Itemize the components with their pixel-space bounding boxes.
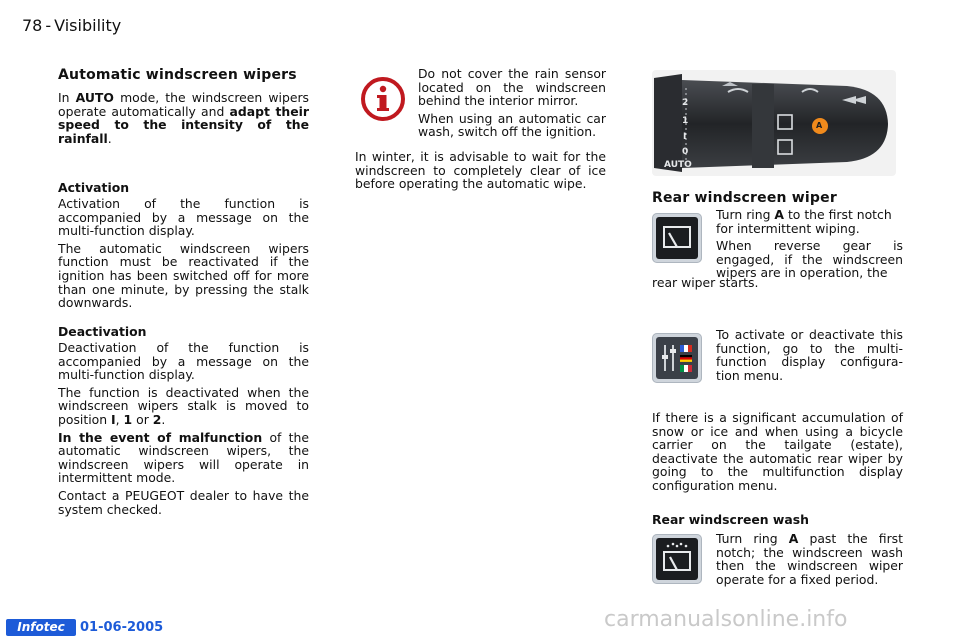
rear-wiper-cont (652, 276, 903, 294)
text: The function is deactivated when the windscreen wipers stalk is moved to position (58, 384, 309, 427)
watermark: carmanualsonline.info (604, 607, 848, 632)
bold: A (788, 531, 799, 546)
rear-wiper-p2-cont: rear wiper starts. (652, 275, 759, 290)
rear-wiper-p3: To activate or deactivate this function, go to the multi-function display configura-tion menu. (716, 327, 903, 383)
rear-wash-p1 (716, 532, 903, 586)
text: Turn ring (716, 531, 789, 546)
ring-a-label: A (816, 121, 823, 130)
intro-text: mode, the windscreen wipers operate automatically and (58, 90, 309, 119)
activation-title: Activation (58, 180, 130, 195)
rear-wiper-text (716, 208, 903, 284)
rear-wiper-section (652, 189, 903, 207)
intro-bold: adapt their speed to the intensity of the rainfall (58, 103, 309, 146)
stalk-auto-label: AUTO (664, 160, 692, 170)
bold: 1 (123, 411, 133, 427)
bold: I (111, 411, 116, 427)
rear-wiper-p2: When reverse gear is engaged, if the windscreen wipers are in operation, the (716, 238, 903, 281)
settings-menu-icon (652, 333, 702, 383)
deactivation-p4: Contact a PEUGEOT dealer to have the system checked. (58, 487, 309, 517)
text: past the first notch; the windscreen wash then the windscreen wiper operate for a fixed period. (716, 531, 903, 587)
activation-p1: Activation of the function is accompanied by a message on the multi-function display. (58, 196, 309, 239)
deactivation-section (58, 324, 309, 520)
deactivation-title: Deactivation (58, 324, 147, 339)
footer-date: 01-06-2005 (80, 620, 164, 635)
rear-wiper-p4: If there is a significant accumulation of snow or ice and when using a bicycle carrier on the tailgate (estate), deactivate the automatic rear wiper by going to the multifunction display configuration menu. (652, 410, 903, 493)
intro-auto-bold: AUTO (75, 90, 114, 105)
page-number: 78 (22, 16, 43, 35)
text: or (132, 411, 153, 427)
rear-wash-text (716, 532, 903, 590)
snow-text (652, 411, 903, 497)
info-p2: When using an automatic car wash, switch off the ignition. (418, 110, 606, 140)
page-title: Visibility (54, 16, 122, 35)
config-text (716, 328, 903, 386)
rear-wiper-p1 (716, 208, 903, 235)
stalk-position-2: 2 (682, 98, 689, 108)
info-p1: Do not cover the rain sensor located on the windscreen behind the interior mirror. (418, 66, 606, 109)
rear-wash-title: Rear windscreen wash (652, 512, 809, 527)
text: . (161, 411, 166, 427)
text: , (115, 411, 124, 427)
auto-wipers-title: Automatic windscreen wipers (58, 67, 297, 83)
deactivation-p1: Deactivation of the function is accompanied by a message on the multi-function display. (58, 340, 309, 383)
rear-wash-section (652, 512, 903, 527)
text: of the automatic windscreen wipers, the windscreen wipers will operate in intermittent mode. (58, 429, 309, 486)
rear-wiper-icon (652, 213, 702, 263)
info-note-bottom (355, 150, 606, 195)
auto-wipers-intro (58, 91, 309, 145)
auto-wipers-section (58, 66, 309, 149)
rear-wash-icon (652, 534, 702, 584)
activation-section (58, 180, 309, 314)
info-p3: In winter, it is advisable to wait for the windscreen to completely clear of ice before operating the automatic wipe. (355, 149, 606, 192)
activation-p2: The automatic windscreen wipers function must be reactivated if the ignition has been switched off for more than one minute, by pressing the stalk downwards. (58, 240, 309, 311)
stalk-position-1: 1 (682, 116, 689, 126)
infotec-logo: Infotec (6, 619, 76, 636)
text: to the first notch for intermittent wiping. (716, 207, 892, 236)
text: Turn ring (716, 207, 775, 222)
deactivation-p3 (58, 431, 309, 485)
header-separator: - (45, 16, 52, 35)
intro-text: . (107, 130, 112, 146)
wiper-stalk-illustration (652, 70, 896, 176)
stalk-position-0: 0 (682, 147, 689, 157)
bold: 2 (152, 411, 162, 427)
rear-wiper-title: Rear windscreen wiper (652, 190, 837, 206)
bold: In the event of malfunction (58, 429, 263, 445)
deactivation-p2 (58, 386, 309, 427)
bold: A (774, 207, 784, 222)
page-header (22, 16, 121, 36)
info-note-top (418, 67, 606, 143)
stalk-position-i: I (683, 132, 687, 142)
intro-text: In (58, 90, 76, 105)
info-icon (360, 76, 406, 122)
